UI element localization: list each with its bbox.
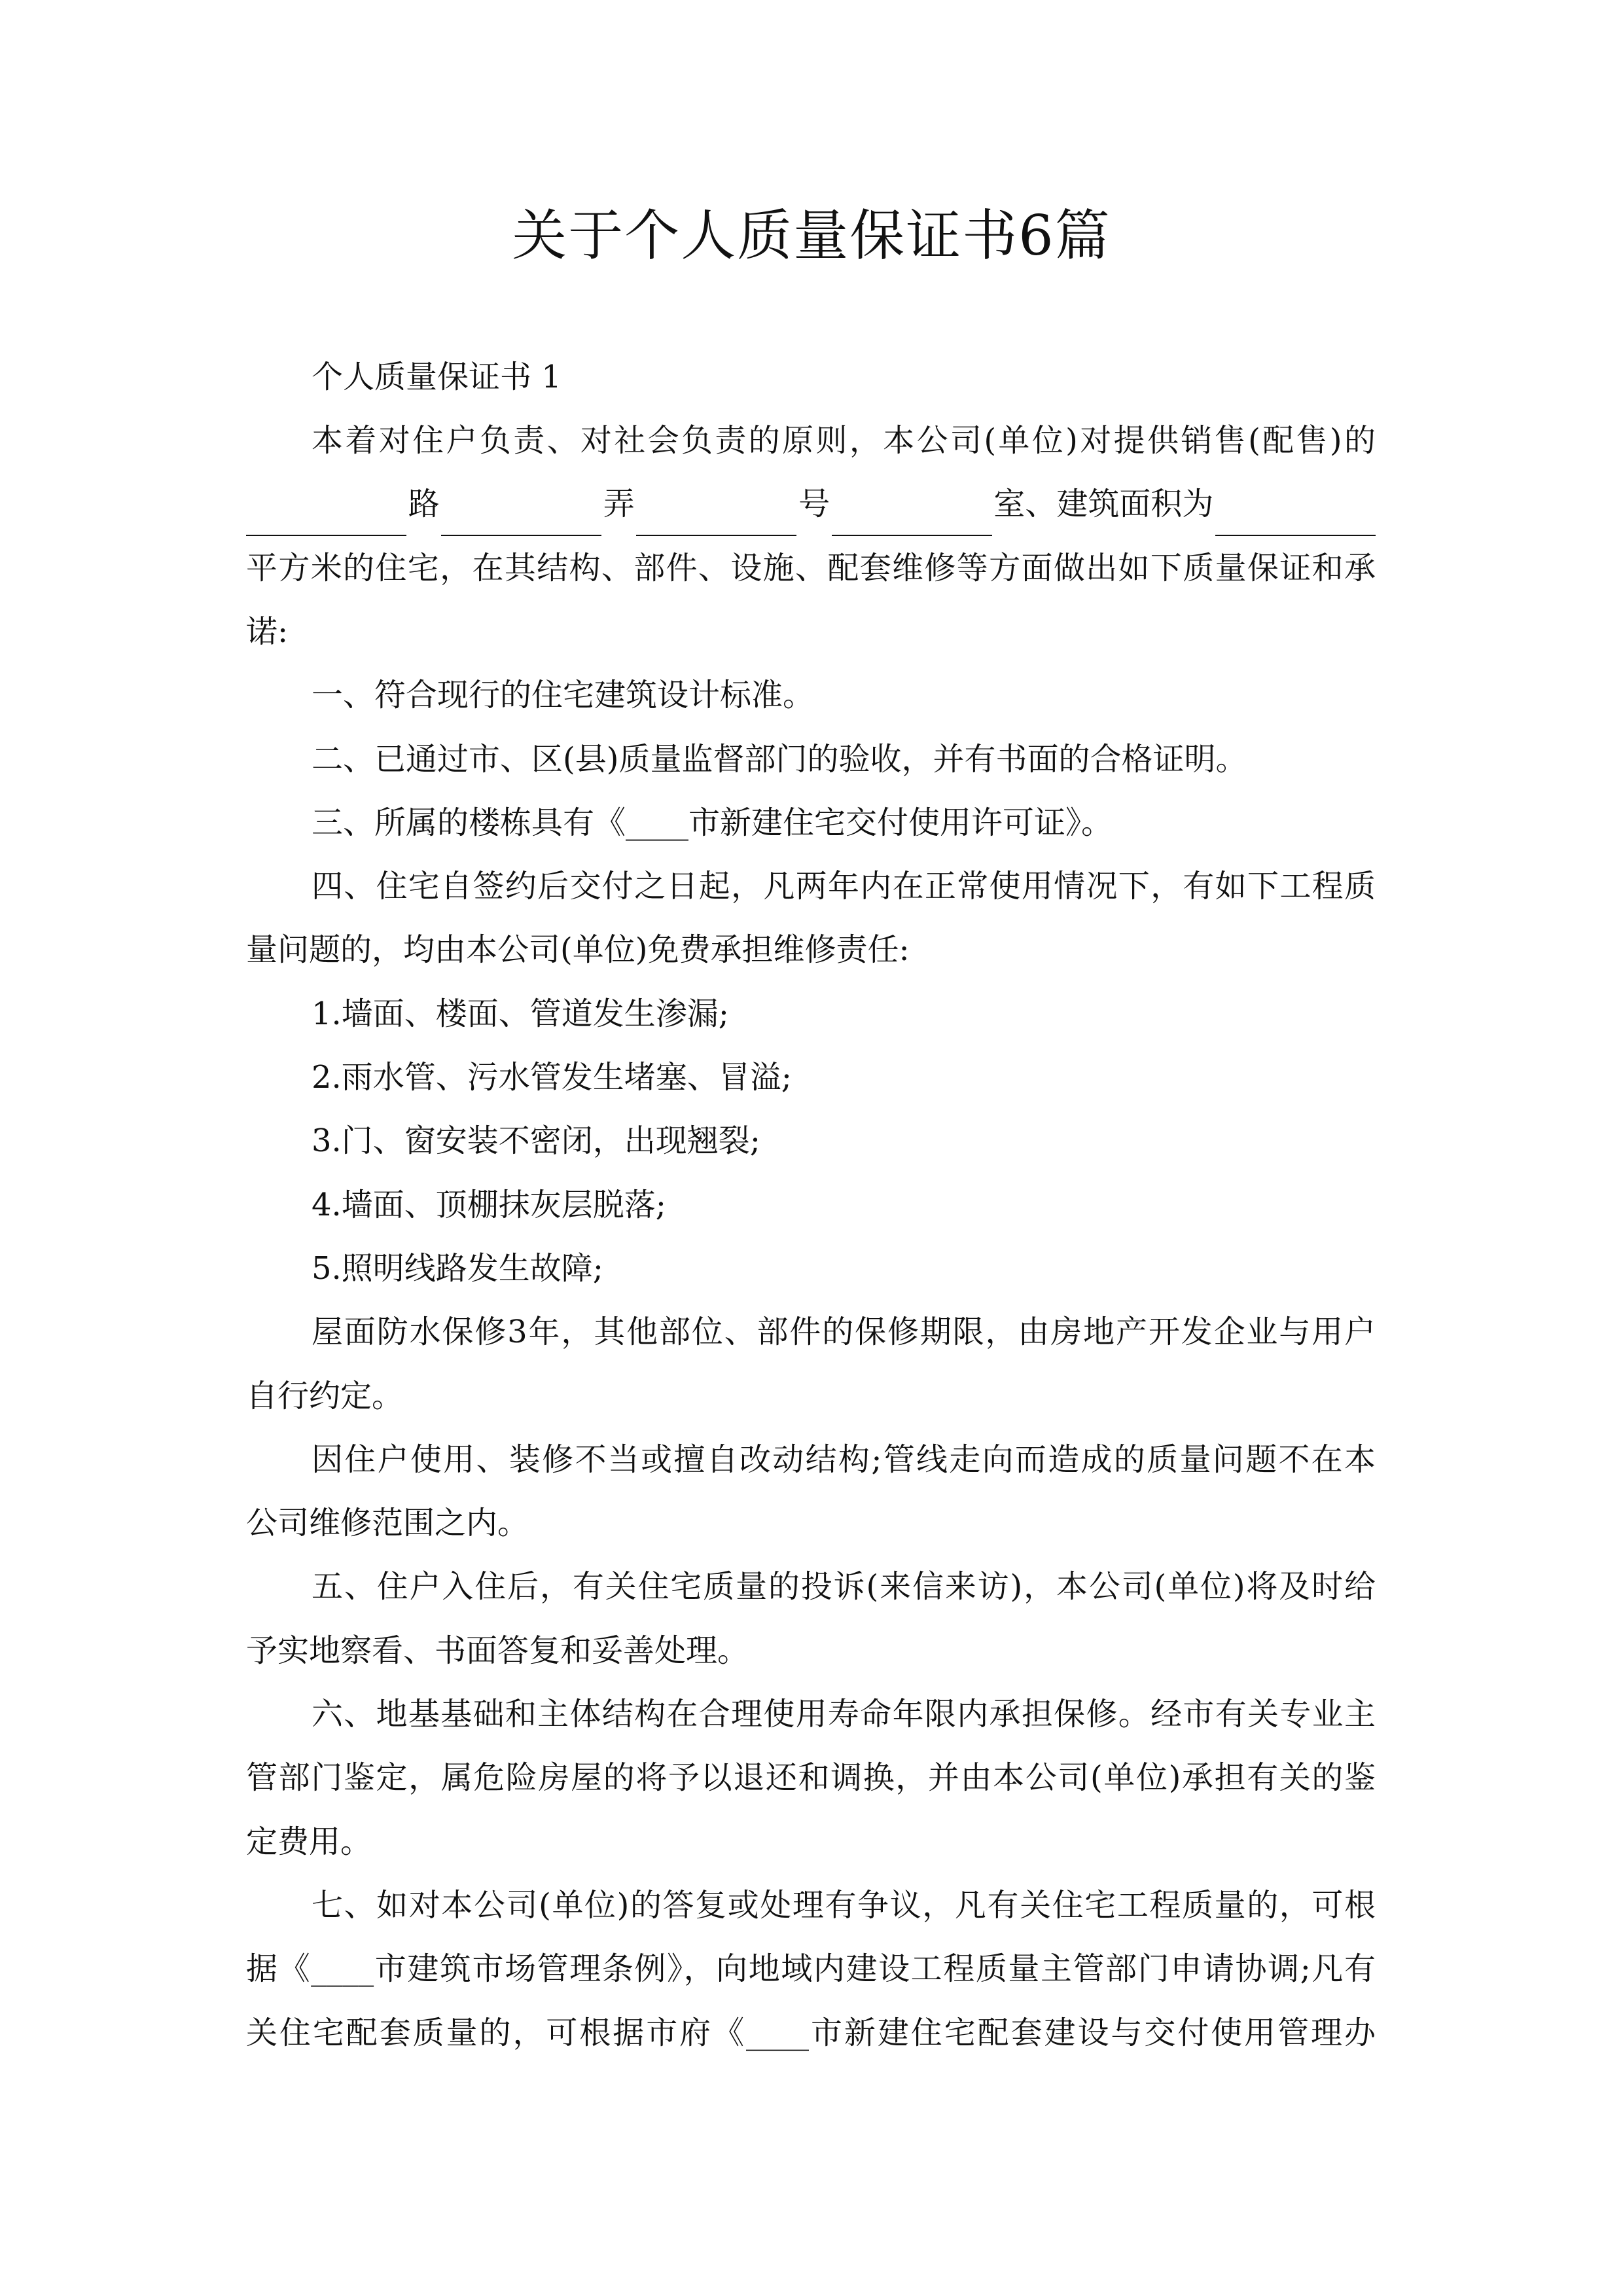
paragraph-line: 管部门鉴定，属危险房屋的将予以退还和调换，并由本公司(单位)承担有关的鉴 <box>246 1759 1376 1796</box>
fill-in-blank <box>441 494 601 536</box>
document-title: 关于个人质量保证书6篇 <box>512 204 1111 268</box>
paragraph-line: 定费用。 <box>246 1823 372 1860</box>
paragraph-line: 因住户使用、装修不当或擅自改动结构;管线走向而造成的质量问题不在本 <box>312 1441 1376 1478</box>
paragraph-line: 一、符合现行的住宅建筑设计标准。 <box>312 677 815 713</box>
paragraph-line: 五、住户入住后，有关住宅质量的投诉(来信来访)，本公司(单位)将及时给 <box>312 1568 1376 1605</box>
paragraph-line: 平方米的住宅，在其结构、部件、设施、配套维修等方面做出如下质量保证和承 <box>246 550 1376 586</box>
paragraph-line: 2.雨水管、污水管发生堵塞、冒溢; <box>312 1059 792 1096</box>
paragraph-line: 自行约定。 <box>246 1378 404 1414</box>
paragraph-line: 量问题的，均由本公司(单位)免费承担维修责任: <box>246 931 910 968</box>
paragraph-line: 予实地察看、书面答复和妥善处理。 <box>246 1632 749 1669</box>
paragraph-line: 四、住宅自签约后交付之日起，凡两年内在正常使用情况下，有如下工程质 <box>312 868 1376 905</box>
address-blank-line <box>246 473 1376 536</box>
paragraph-line: 本着对住户负责、对社会负责的原则，本公司(单位)对提供销售(配售)的 <box>312 422 1376 459</box>
fill-in-blank <box>636 494 796 536</box>
paragraph-line: 1.墙面、楼面、管道发生渗漏; <box>312 996 729 1032</box>
fill-in-blank <box>246 494 406 536</box>
paragraph-line: 据《____市建筑市场管理条例》，向地域内建设工程质量主管部门申请协调;凡有 <box>246 1950 1376 1987</box>
paragraph-line: 二、已通过市、区(县)质量监督部门的验收，并有书面的合格证明。 <box>312 741 1247 778</box>
blank-label: 号 <box>798 486 830 522</box>
blank-label: 路 <box>408 486 440 522</box>
paragraph-line: 3.门、窗安装不密闭，出现翘裂; <box>312 1122 760 1159</box>
fill-in-blank <box>832 494 992 536</box>
paragraph-line: 诺: <box>246 613 289 650</box>
paragraph-line: 5.照明线路发生故障; <box>312 1250 603 1287</box>
blank-label: 室、建筑面积为 <box>993 486 1214 522</box>
fill-in-blank <box>1215 494 1376 536</box>
section-heading: 个人质量保证书 1 <box>312 359 562 395</box>
paragraph-line: 七、如对本公司(单位)的答复或处理有争议，凡有关住宅工程质量的，可根 <box>312 1887 1376 1924</box>
paragraph-line: 六、地基基础和主体结构在合理使用寿命年限内承担保修。经市有关专业主 <box>312 1696 1376 1732</box>
paragraph-line: 关住宅配套质量的，可根据市府《____市新建住宅配套建设与交付使用管理办 <box>246 2015 1376 2051</box>
blank-label: 弄 <box>603 486 635 522</box>
paragraph-line: 三、所属的楼栋具有《____市新建住宅交付使用许可证》。 <box>312 804 1113 841</box>
paragraph-line: 公司维修范围之内。 <box>246 1505 529 1541</box>
paragraph-line: 屋面防水保修3年，其他部位、部件的保修期限，由房地产开发企业与用户 <box>312 1314 1376 1350</box>
paragraph-line: 4.墙面、顶棚抹灰层脱落; <box>312 1187 666 1223</box>
